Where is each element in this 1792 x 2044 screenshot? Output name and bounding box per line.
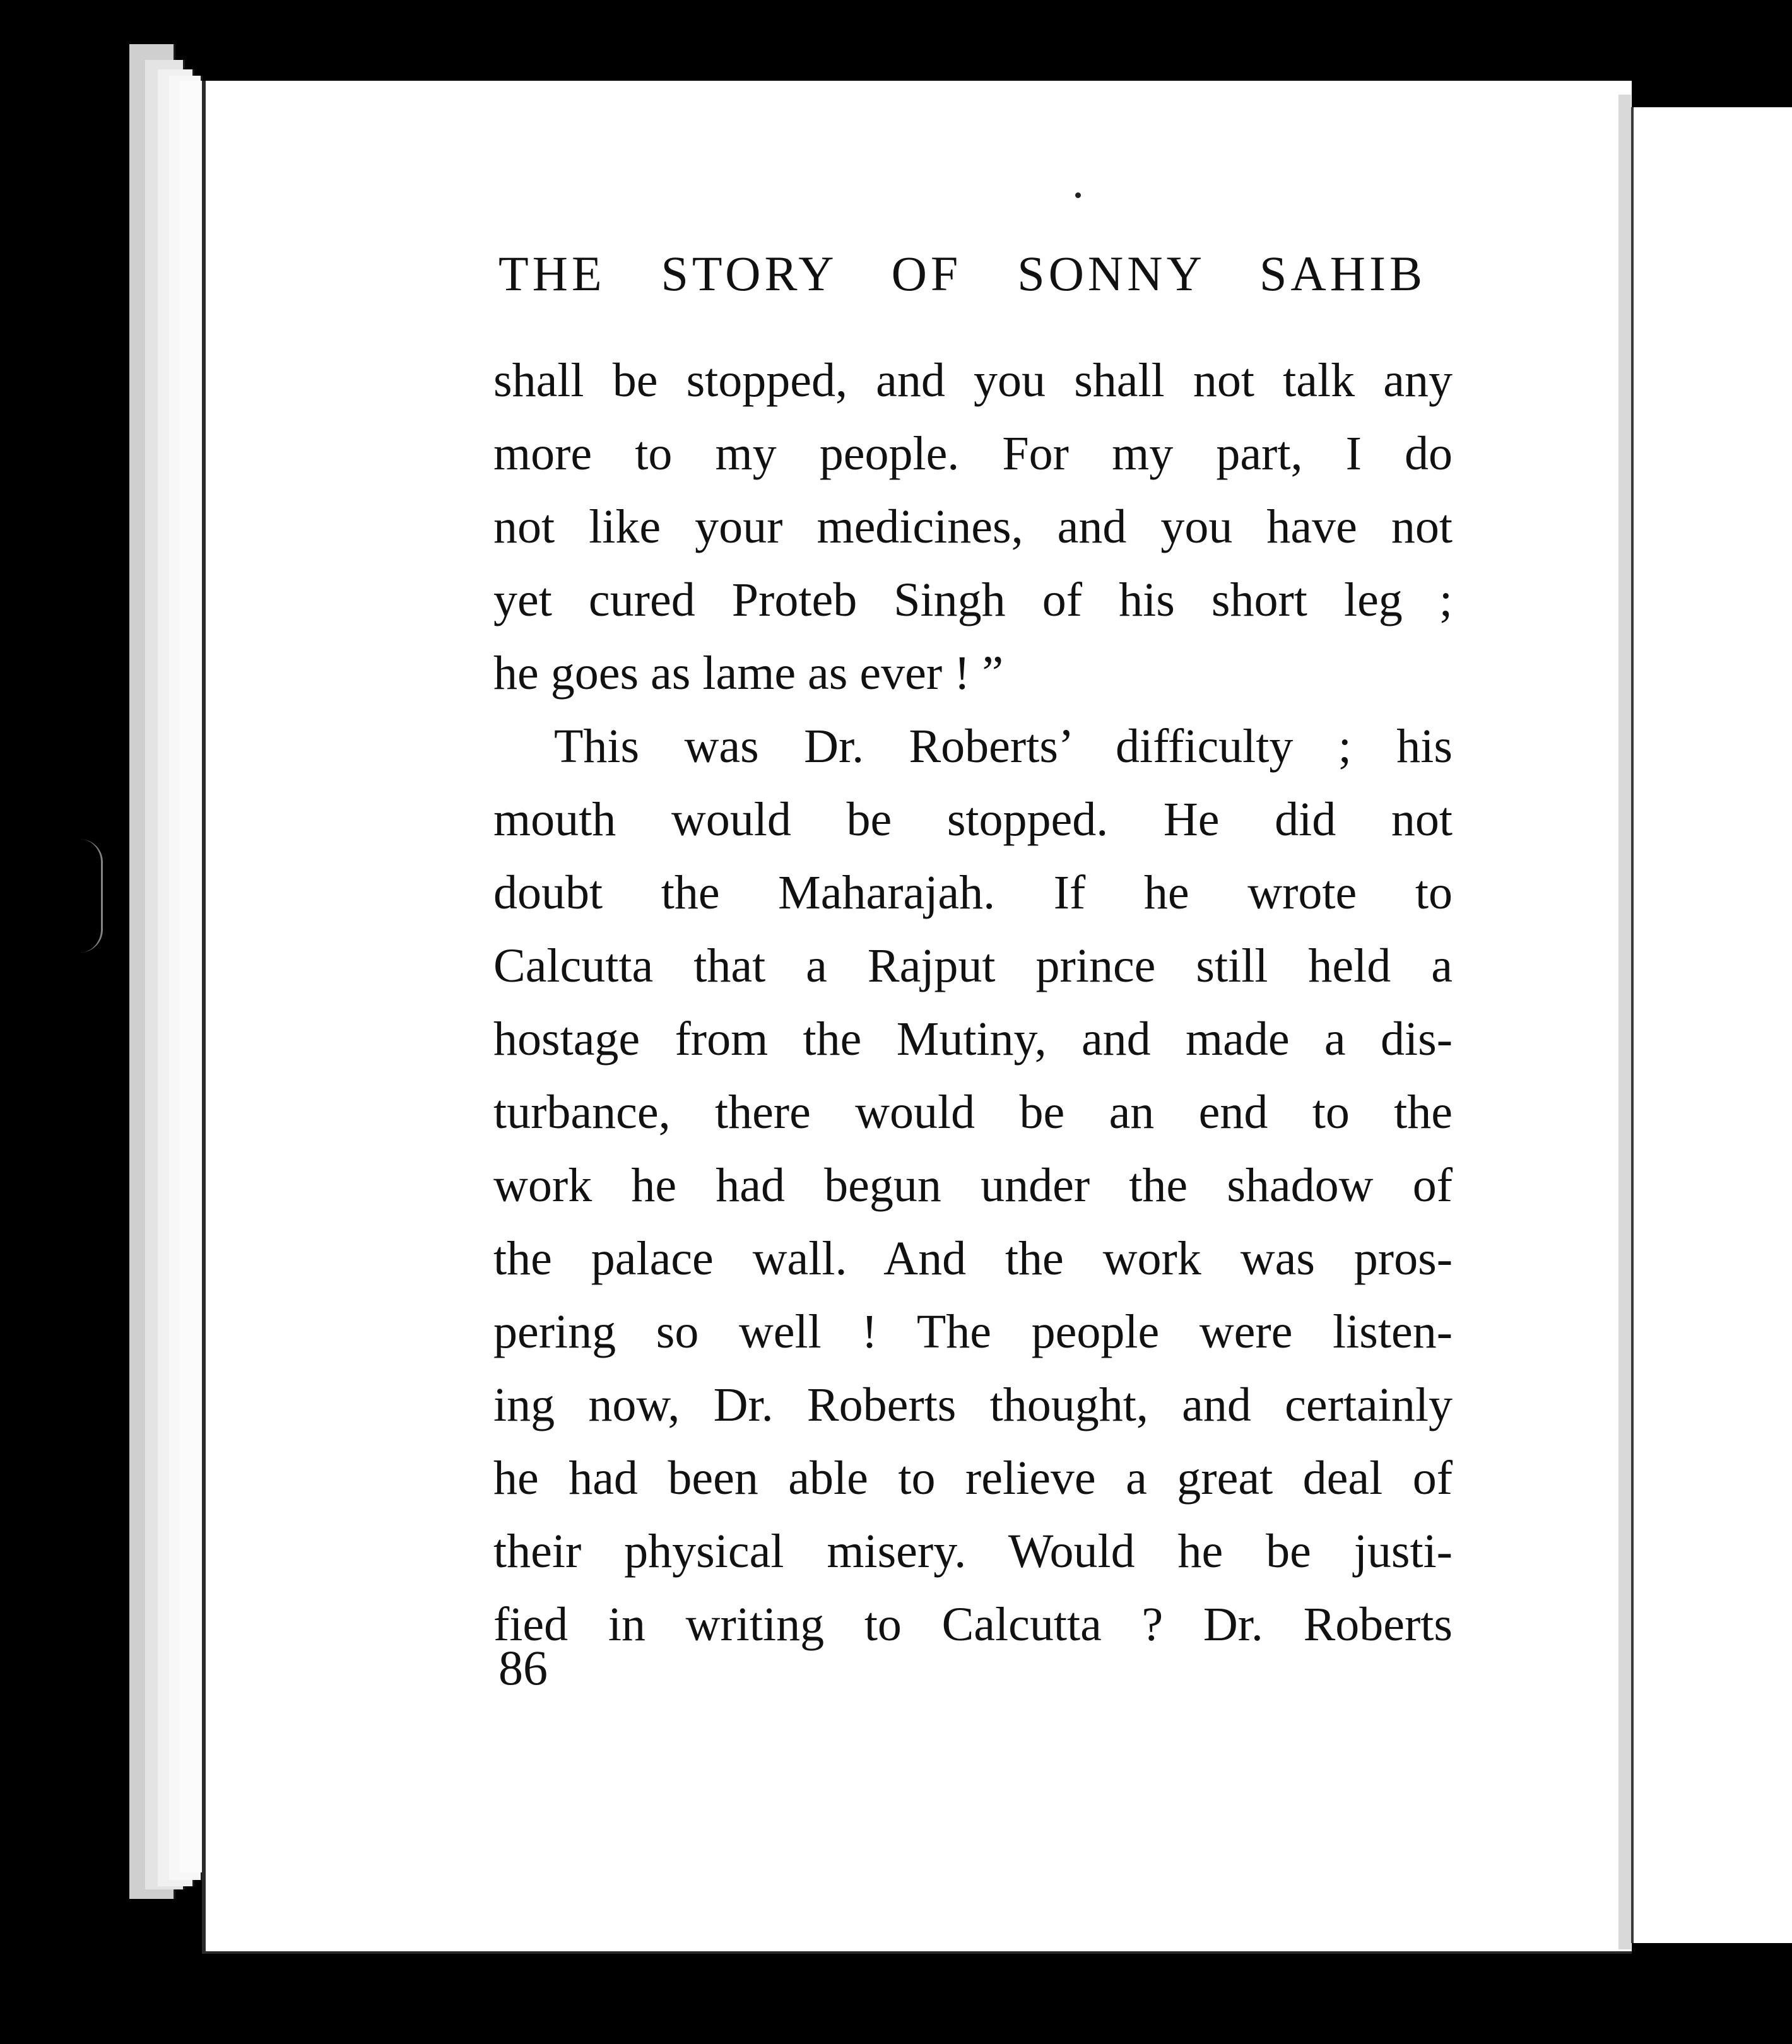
text-line: pering so well ! The people were listen- <box>493 1305 1453 1358</box>
ink-dot <box>1075 192 1081 198</box>
text-line: ing now, Dr. Roberts thought, and certainly <box>493 1378 1453 1431</box>
text-line: fied in writing to Calcutta ? Dr. Roberts <box>493 1598 1453 1651</box>
text-line: shall be stopped, and you shall not talk any <box>493 354 1453 407</box>
loose-thread <box>57 839 103 953</box>
body-text <box>493 344 1453 1661</box>
text-line: work he had begun under the shadow of <box>493 1159 1453 1212</box>
book-gutter <box>1618 95 1631 1949</box>
text-line: Calcutta that a Rajput prince still held a <box>493 939 1453 992</box>
text-line: This was Dr. Roberts’ difficulty ; his <box>554 720 1453 773</box>
running-head: THE STORY OF SONNY SAHIB <box>498 246 1426 301</box>
text-line: doubt the Maharajah. If he wrote to <box>493 866 1453 919</box>
page-number: 86 <box>498 1640 548 1695</box>
text-line: mouth would be stopped. He did not <box>493 793 1453 846</box>
text-line: the palace wall. And the work was pros- <box>493 1232 1453 1285</box>
text-line: not like your medicines, and you have not <box>493 500 1453 553</box>
text-line: he had been able to relieve a great deal of <box>493 1452 1453 1505</box>
text-line: hostage from the Mutiny, and made a dis- <box>493 1013 1453 1066</box>
text-line: their physical misery. Would he be justi- <box>493 1525 1453 1578</box>
text-line: yet cured Proteb Singh of his short leg ; <box>493 573 1453 626</box>
facing-page-edge <box>1631 107 1792 1943</box>
text-line: turbance, there would be an end to the <box>493 1086 1453 1139</box>
text-line: more to my people. For my part, I do <box>493 427 1453 480</box>
text-line: he goes as lame as ever ! ” <box>493 647 1004 700</box>
